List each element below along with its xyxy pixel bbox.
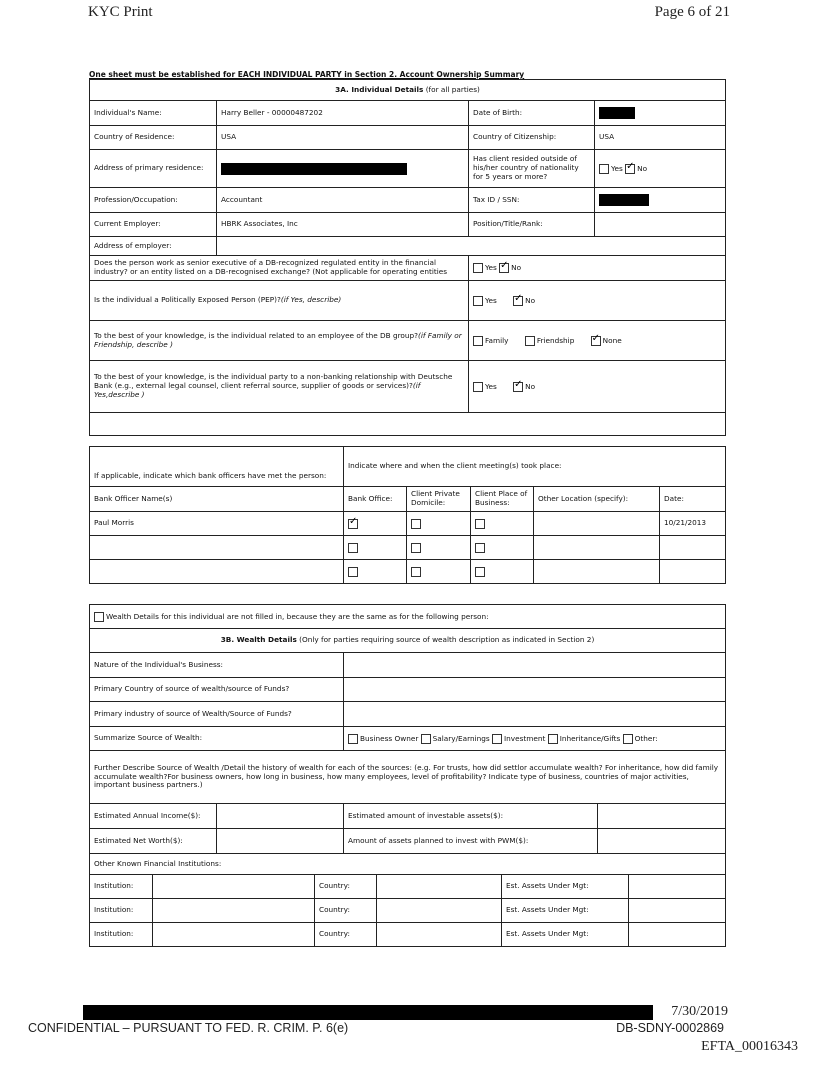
name-value: Harry Beller - 00000487202 [217,101,469,126]
meeting-date [660,560,726,584]
officer-name [90,536,344,560]
position-value [595,213,726,237]
confidential-notice: CONFIDENTIAL – PURSUANT TO FED. R. CRIM. P. 6(e) [28,1021,349,1035]
redaction [599,107,635,119]
country-value [377,923,502,947]
net-worth-value [217,829,344,854]
section-instruction: One sheet must be established for EACH INDIVIDUAL PARTY in Section 2. Account Ownership Summary [89,70,525,79]
aum-value [629,899,726,923]
col-bank-office: Bank Office: [344,487,407,512]
dob-value [595,101,726,126]
senior-exec-yes-checkbox[interactable] [473,263,483,273]
friendship-checkbox[interactable] [525,336,535,346]
country-label: Country: [315,899,377,923]
header-title: KYC Print [88,4,153,20]
footer-date: 7/30/2019 [671,1004,728,1019]
pwm-value [598,829,726,854]
inheritance-label: Inheritance/Gifts [559,733,621,743]
family-checkbox[interactable] [473,336,483,346]
aum-label: Est. Assets Under Mgt: [502,899,629,923]
source-options [344,727,726,751]
resided-no-checkbox[interactable] [625,164,635,174]
resided-yes-label: Yes [611,163,623,173]
resided-outside-options [595,150,726,188]
meeting-date [660,536,726,560]
investable-label: Estimated amount of investable assets($): [344,804,598,829]
institution-label: Institution: [90,899,153,923]
further-describe-text: Further Describe Source of Wealth /Detail the history of wealth for each of the sources: (e.g. For trusts, how did settlor accumulate wealth? For inheritance, how did family accumulate wealth?For business owners, how long in business, how many employees, level of profitability? Indicate type of business, countries of major activities, important business partners.) [90,751,726,804]
address-label: Address of primary residence: [90,150,217,188]
aum-label: Est. Assets Under Mgt: [502,923,629,947]
taxid-value [595,188,726,213]
employer-label: Current Employer: [90,213,217,237]
senior-exec-options [469,256,726,281]
table-row [90,536,726,560]
individual-details-table [89,79,726,436]
salary-label: Salary/Earnings [432,733,490,743]
bank-office-checkbox[interactable] [348,567,358,577]
address-value [217,150,469,188]
related-options [469,321,726,361]
summarize-label: Summarize Source of Wealth: [90,727,344,751]
family-label: Family [485,335,509,345]
employer-value: HBRK Associates, Inc [217,213,469,237]
table-row [90,512,726,536]
friendship-label: Friendship [536,335,575,345]
meeting-date: 10/21/2013 [660,512,726,536]
pep-question: Is the individual a Politically Exposed Person (PEP)?(if Yes, describe) [90,281,469,321]
annual-income-value [217,804,344,829]
col-private-domicile: Client Private Domicile: [407,487,471,512]
table-row [90,899,726,923]
pep-yes-label: Yes [485,295,497,305]
aum-value [629,875,726,899]
business-owner-label: Business Owner [360,733,419,743]
primary-industry-label: Primary industry of source of Wealth/Source of Funds? [90,702,344,727]
institution-label: Institution: [90,875,153,899]
none-checkbox[interactable] [591,336,601,346]
col-place-of-business: Client Place of Business: [471,487,534,512]
business-owner-checkbox[interactable] [348,734,358,744]
bank-office-checkbox[interactable] [348,543,358,553]
profession-label: Profession/Occupation: [90,188,217,213]
net-worth-label: Estimated Net Worth($): [90,829,217,854]
institution-value [153,923,315,947]
officers-met-label: If applicable, indicate which bank officers have met the person: [90,447,344,487]
officer-name [90,560,344,584]
private-domicile-checkbox[interactable] [411,519,421,529]
investment-label: Investment [504,733,546,743]
nonbanking-yes-checkbox[interactable] [473,382,483,392]
employer-address-label: Address of employer: [90,237,217,256]
senior-exec-question: Does the person work as senior executive of a DB-recognized regulated entity in the financial industry? or an entity listed on a DB-recognised exchange? (Not applicable for operating entities [90,256,469,281]
nonbanking-options [469,361,726,413]
efta-number: EFTA_00016343 [701,1039,798,1054]
taxid-label: Tax ID / SSN: [469,188,595,213]
redaction [83,1005,653,1020]
country-value [377,875,502,899]
col-date: Date: [660,487,726,512]
country-label: Country: [315,923,377,947]
other-location-value [534,560,660,584]
wealth-same-as-row: Wealth Details for this individual are not filled in, because they are the same as for the following person: [90,605,726,629]
other-fi-label: Other Known Financial Institutions: [90,854,726,875]
institutions-table [89,853,726,947]
wealth-details-table [89,604,726,854]
salary-checkbox[interactable] [421,734,431,744]
place-of-business-checkbox[interactable] [475,567,485,577]
primary-country-value [344,678,726,702]
related-question: To the best of your knowledge, is the individual related to an employee of the DB group?(if Family or Friendship, describe ) [90,321,469,361]
table-row [90,923,726,947]
senior-exec-no-checkbox[interactable] [499,263,509,273]
institution-value [153,899,315,923]
section-3b-title: 3B. Wealth Details (Only for parties requiring source of wealth description as indicated in Section 2) [90,629,726,653]
profession-value: Accountant [217,188,469,213]
meetings-table [89,446,726,584]
pep-options [469,281,726,321]
redaction [599,194,649,206]
table-row [90,875,726,899]
residence-value: USA [217,126,469,150]
nonbanking-no-label: No [525,381,536,391]
aum-value [629,923,726,947]
other-location-value [534,512,660,536]
other-checkbox[interactable] [623,734,633,744]
place-of-business-checkbox[interactable] [475,543,485,553]
inheritance-checkbox[interactable] [548,734,558,744]
table-row [90,560,726,584]
private-domicile-checkbox[interactable] [411,543,421,553]
institution-value [153,875,315,899]
institution-label: Institution: [90,923,153,947]
dob-label: Date of Birth: [469,101,595,126]
bates-number: DB-SDNY-0002869 [616,1021,724,1035]
pep-yes-checkbox[interactable] [473,296,483,306]
primary-country-label: Primary Country of source of wealth/source of Funds? [90,678,344,702]
citizenship-label: Country of Citizenship: [469,126,595,150]
pep-no-label: No [525,295,536,305]
place-of-business-checkbox[interactable] [475,519,485,529]
investable-value [598,804,726,829]
section-3a-title: 3A. Individual Details (for all parties) [90,80,726,101]
other-label: Other: [634,733,658,743]
none-label: None [602,335,622,345]
redaction [221,163,407,175]
aum-label: Est. Assets Under Mgt: [502,875,629,899]
investment-checkbox[interactable] [492,734,502,744]
senior-exec-no-label: No [511,263,522,272]
meeting-location-label: Indicate where and when the client meeting(s) took place: [344,447,726,487]
bank-office-checkbox[interactable] [348,519,358,529]
officer-name: Paul Morris [90,512,344,536]
senior-exec-yes-label: Yes [485,263,497,272]
country-label: Country: [315,875,377,899]
col-officer: Bank Officer Name(s) [90,487,344,512]
wealth-same-as-checkbox[interactable] [94,612,104,622]
country-value [377,899,502,923]
other-location-value [534,536,660,560]
pwm-label: Amount of assets planned to invest with PWM($): [344,829,598,854]
nonbanking-no-checkbox[interactable] [513,382,523,392]
citizenship-value: USA [595,126,726,150]
employer-address-value [217,237,726,256]
resided-no-label: No [637,163,648,173]
position-label: Position/Title/Rank: [469,213,595,237]
resided-outside-question: Has client resided outside of his/her country of nationality for 5 years or more? [469,150,595,188]
primary-industry-value [344,702,726,727]
annual-income-label: Estimated Annual Income($): [90,804,217,829]
residence-label: Country of Residence: [90,126,217,150]
name-label: Individual's Name: [90,101,217,126]
pep-no-checkbox[interactable] [513,296,523,306]
nonbanking-question: To the best of your knowledge, is the individual party to a non-banking relationship with Deutsche Bank (e.g., external legal counsel, client referral source, supplier of goods or services)?(if Yes,describe ) [90,361,469,413]
spacer-row [90,413,726,436]
nonbanking-yes-label: Yes [485,381,497,391]
private-domicile-checkbox[interactable] [411,567,421,577]
col-other-location: Other Location (specify): [534,487,660,512]
nature-business-label: Nature of the Individual's Business: [90,653,344,678]
resided-yes-checkbox[interactable] [599,164,609,174]
nature-business-value [344,653,726,678]
page-number: Page 6 of 21 [654,4,730,20]
